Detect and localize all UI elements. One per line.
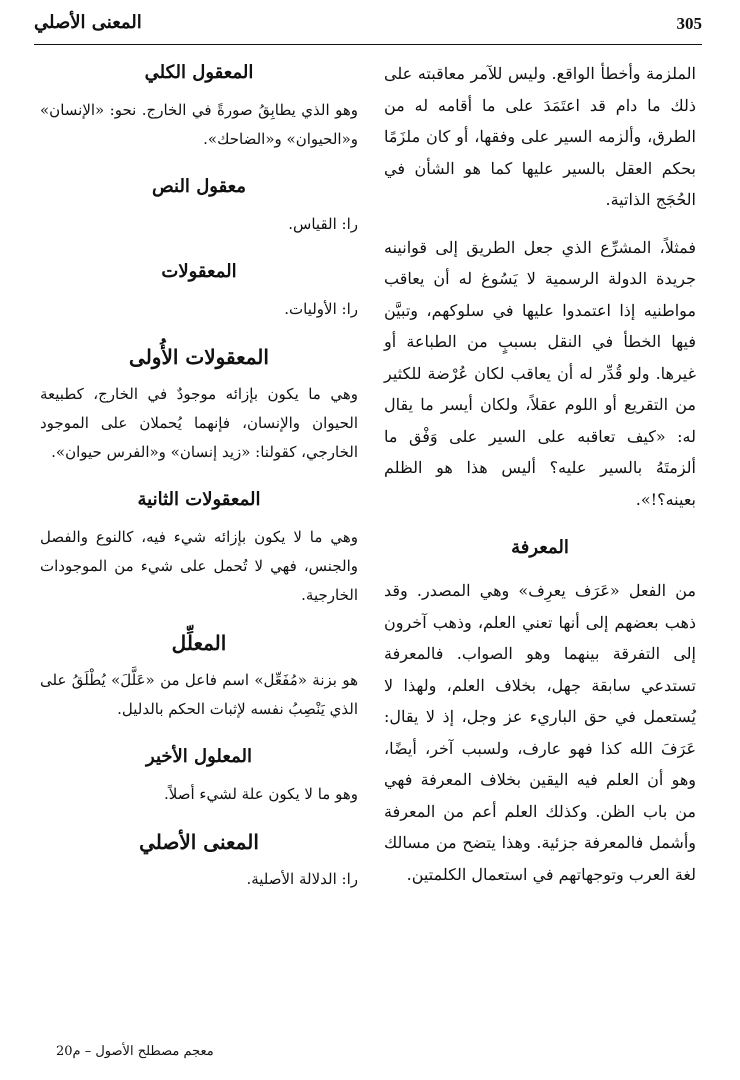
page-number: 305 — [676, 14, 702, 33]
dictionary-entry — [40, 742, 358, 809]
entry-definition: وهو ما لا يكون علة لشيء أصلاً. — [164, 785, 358, 803]
entry-title: المعلول الأخير — [146, 746, 252, 767]
dictionary-entry — [40, 58, 358, 154]
entry-title: المعقولات الثانية — [137, 489, 261, 510]
entry-title: المعلِّل — [171, 631, 227, 655]
running-title: المعنى الأصلي — [34, 12, 142, 33]
page-header — [34, 10, 702, 45]
paragraph: فمثلاً، المشرِّع الذي جعل الطريق إلى قوانينه جريدة الدولة الرسمية لا يَسُوغ له أن يعاقب مواطنيه إذا اعتمدوا عليها في سلوكهم، وتبيَّن فيها الخطأ في النقل بسببٍ من الطباعة أو غيرها. ولو قُدِّر له أن يعاقب لكان عُرْضة للكثير من التقريع أو اللوم عقلاً، ولكان أيسر ما يقال له: «كيف تعاقبه على السير على وَفْق ما ألزمتَهُ بالسير عليه؟ أليس هذا هو الظلم بعينه؟!». — [384, 237, 696, 509]
entry-title: المعقول الكلي — [144, 62, 254, 83]
entry-definition: را: القياس. — [288, 215, 358, 233]
dictionary-entry — [40, 172, 358, 239]
entry-definition: وهي ما لا يكون بإزائه شيء فيه، كالنوع والفصل والجنس، فهي لا تُحمل على شيء من الموجودات الخارجية. — [40, 528, 358, 604]
dictionary-entry — [40, 628, 358, 724]
footer-signature: معجم مصطلح الأصول – م20 — [56, 1044, 214, 1059]
entry-title: المعقولات — [161, 261, 237, 282]
entry-definition: وهي ما يكون بإزائه موجودٌ في الخارج، كطبيعة الحيوان والإنسان، فإنهما يُحملان على الموجود الخارجي، كقولنا: «زيد إنسان» و«الفرس حيوان». — [40, 385, 358, 461]
dictionary-entry — [40, 342, 358, 467]
entry-definition: را: الدلالة الأصلية. — [246, 870, 358, 888]
dictionary-entry — [40, 257, 358, 324]
entry-definition: را: الأوليات. — [284, 300, 358, 318]
entry-definition: وهو الذي يطابِقُ صورةً في الخارج. نحو: «الإنسان» و«الحيوان» و«الضاحك». — [40, 101, 358, 148]
left-column — [40, 58, 358, 912]
paragraph: الملزمة وأخطأ الواقع. وليس للآمر معاقبته على ذلك ما دام قد اعتَمَدَ على ما أقامه له من الطرق، وألزمه السير على وفقها، أو كان ملزَمًا بحكم العقل بالسير عليها كما هو الشأن في الحُجَج الذاتية. — [384, 64, 696, 209]
right-column — [384, 58, 696, 890]
dictionary-entry — [40, 827, 358, 894]
dictionary-entry — [40, 485, 358, 610]
entry-definition: هو بزنة «مُفَعِّل» اسم فاعل من «عَلَّلَ» يُطْلَقُ على الذي يَنْصِبُ نفسه لإثبات الحكم بالدليل. — [40, 671, 358, 718]
paragraph: من الفعل «عَرَف يعرِف» وهي المصدر. وقد ذهب بعضهم إلى أنها تعني العلم، وذهب آخرون إلى التفرقة بينهما وهو الصواب. فالمعرفة تستدعي سابقة جهل، بخلاف العلم، ولهذا لا يُستعمل في حق الباريء عز وجل، إذ لا يقال: عَرَفَ الله كذا فهو عارف، ولسبب آخر، أيضًا، وهو أن العلم فيه اليقين بخلاف المعرفة فهي من باب الظن. وكذلك العلم أعم من المعرفة وأشمل فالمعرفة جزئية. وهذا يتضح من مسالك لغة العرب وتوجهاتهم في استعمال الكلمتين. — [384, 581, 696, 884]
entry-title: المعقولات الأُولى — [129, 345, 269, 369]
entry-title: المعنى الأصلي — [139, 830, 259, 854]
entry-title: المعرفة — [511, 537, 569, 558]
entry-title: معقول النص — [151, 176, 247, 197]
